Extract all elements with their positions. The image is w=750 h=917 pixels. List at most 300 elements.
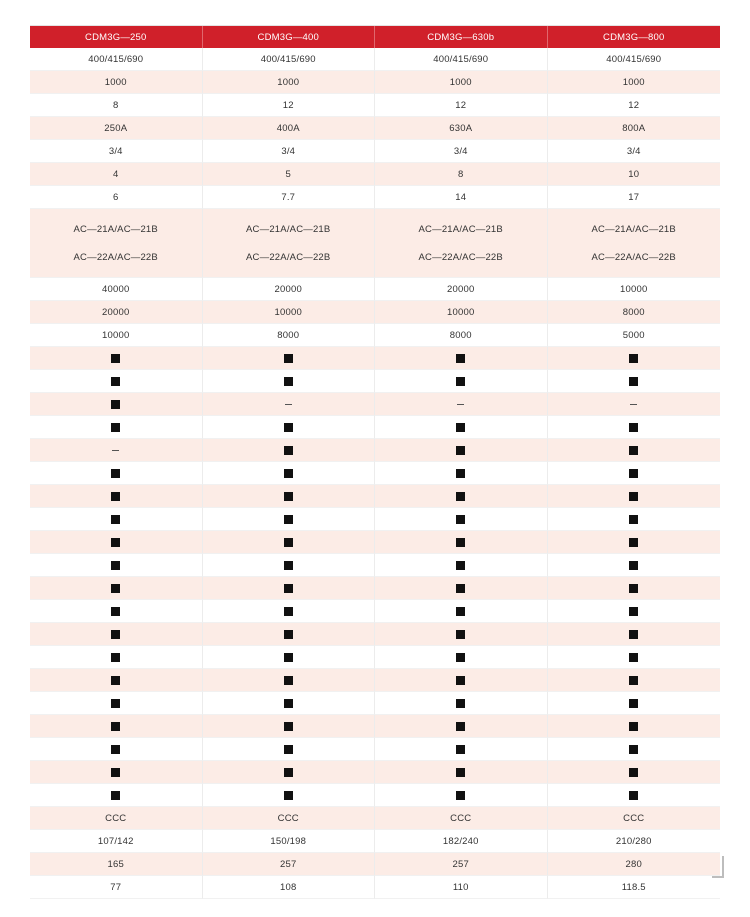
table-cell	[375, 462, 548, 485]
cell-value: 3/4	[453, 145, 468, 157]
cell-value: 77	[110, 881, 122, 893]
cell-value: 257	[452, 858, 469, 870]
table-cell	[548, 830, 721, 853]
cell-value: 12	[455, 99, 467, 111]
cell-value: 10000	[102, 329, 130, 341]
dash-icon	[112, 450, 119, 451]
filled-square-icon	[111, 584, 120, 593]
table-cell	[548, 140, 721, 163]
table-cell	[375, 209, 548, 278]
table-row	[30, 554, 720, 577]
table-row	[30, 370, 720, 393]
table-cell	[375, 324, 548, 347]
filled-square-icon	[284, 768, 293, 777]
cell-value: 3/4	[281, 145, 296, 157]
filled-square-icon	[456, 653, 465, 662]
table-cell	[30, 508, 203, 531]
cell-value: 10	[628, 168, 640, 180]
table-cell	[375, 577, 548, 600]
header-cell-model-400: CDM3G—400	[203, 26, 376, 48]
table-cell	[203, 784, 376, 807]
table-cell	[203, 462, 376, 485]
filled-square-icon	[111, 791, 120, 800]
table-cell	[548, 301, 721, 324]
table-cell	[30, 830, 203, 853]
table-row	[30, 531, 720, 554]
cell-value: 1000	[622, 76, 645, 88]
table-cell	[548, 577, 721, 600]
table-cell	[375, 370, 548, 393]
cell-value: CCC	[623, 812, 645, 824]
cell-value: 280	[625, 858, 642, 870]
table-cell	[203, 140, 376, 163]
table-cell	[375, 554, 548, 577]
table-cell	[548, 370, 721, 393]
cell-value: 210/280	[615, 835, 652, 847]
table-cell	[375, 646, 548, 669]
cell-value: 12	[628, 99, 640, 111]
table-cell	[375, 71, 548, 94]
table-cell	[203, 416, 376, 439]
table-cell	[375, 301, 548, 324]
table-row	[30, 439, 720, 462]
table-cell	[30, 462, 203, 485]
filled-square-icon	[629, 745, 638, 754]
filled-square-icon	[456, 607, 465, 616]
table-cell	[548, 876, 721, 899]
filled-square-icon	[284, 676, 293, 685]
filled-square-icon	[284, 515, 293, 524]
filled-square-icon	[111, 768, 120, 777]
cell-line: AC—22A/AC—22B	[246, 251, 331, 263]
filled-square-icon	[111, 607, 120, 616]
table-cell	[30, 761, 203, 784]
table-cell	[30, 876, 203, 899]
table-cell	[548, 347, 721, 370]
table-cell	[548, 761, 721, 784]
cell-line: AC—22A/AC—22B	[591, 251, 676, 263]
table-row	[30, 623, 720, 646]
filled-square-icon	[629, 653, 638, 662]
table-cell	[30, 531, 203, 554]
cell-value: 107/142	[97, 835, 134, 847]
cell-value: 800A	[622, 122, 646, 134]
filled-square-icon	[629, 515, 638, 524]
table-cell	[203, 853, 376, 876]
filled-square-icon	[284, 423, 293, 432]
table-cell	[375, 393, 548, 416]
filled-square-icon	[456, 354, 465, 363]
table-row	[30, 853, 720, 876]
cell-line: AC—21A/AC—21B	[418, 223, 503, 235]
filled-square-icon	[456, 561, 465, 570]
table-row	[30, 48, 720, 71]
cell-value: 110	[452, 881, 469, 893]
cell-value: 6	[113, 191, 119, 203]
filled-square-icon	[456, 377, 465, 386]
filled-square-icon	[456, 492, 465, 501]
filled-square-icon	[629, 469, 638, 478]
filled-square-icon	[456, 676, 465, 685]
table-row	[30, 117, 720, 140]
table-cell	[548, 163, 721, 186]
filled-square-icon	[629, 768, 638, 777]
table-cell	[375, 163, 548, 186]
cell-line: AC—21A/AC—21B	[246, 223, 331, 235]
filled-square-icon	[629, 722, 638, 731]
table-cell	[548, 186, 721, 209]
table-cell	[203, 807, 376, 830]
cell-line: AC—22A/AC—22B	[73, 251, 158, 263]
table-cell	[375, 830, 548, 853]
table-cell	[548, 623, 721, 646]
table-row	[30, 163, 720, 186]
filled-square-icon	[111, 492, 120, 501]
filled-square-icon	[456, 584, 465, 593]
filled-square-icon	[284, 377, 293, 386]
table-cell	[203, 71, 376, 94]
table-cell	[548, 48, 721, 71]
filled-square-icon	[284, 584, 293, 593]
table-cell	[203, 439, 376, 462]
cell-value: 20000	[274, 283, 302, 295]
filled-square-icon	[456, 446, 465, 455]
cell-value: 12	[282, 99, 294, 111]
table-cell	[203, 692, 376, 715]
table-row	[30, 669, 720, 692]
filled-square-icon	[111, 354, 120, 363]
table-cell	[548, 692, 721, 715]
table-cell	[30, 209, 203, 278]
filled-square-icon	[629, 791, 638, 800]
dash-icon	[285, 404, 292, 405]
table-cell	[30, 646, 203, 669]
table-row	[30, 738, 720, 761]
filled-square-icon	[629, 699, 638, 708]
filled-square-icon	[456, 630, 465, 639]
table-row	[30, 324, 720, 347]
filled-square-icon	[111, 423, 120, 432]
cell-value: 118.5	[621, 881, 646, 893]
table-cell	[30, 807, 203, 830]
filled-square-icon	[111, 630, 120, 639]
table-cell	[548, 71, 721, 94]
table-cell	[30, 853, 203, 876]
table-row	[30, 393, 720, 416]
cell-value: 108	[280, 881, 297, 893]
cell-value: 17	[628, 191, 640, 203]
table-cell	[548, 784, 721, 807]
header-cell-model-800: CDM3G—800	[603, 31, 665, 43]
table-row	[30, 71, 720, 94]
filled-square-icon	[111, 377, 120, 386]
table-cell	[375, 508, 548, 531]
table-cell	[30, 600, 203, 623]
table-cell	[30, 692, 203, 715]
table-cell	[203, 186, 376, 209]
table-cell	[203, 370, 376, 393]
filled-square-icon	[111, 515, 120, 524]
cell-value: 5	[285, 168, 291, 180]
table-cell	[548, 324, 721, 347]
table-cell	[30, 416, 203, 439]
filled-square-icon	[111, 676, 120, 685]
table-cell	[203, 117, 376, 140]
table-cell	[375, 692, 548, 715]
table-cell	[548, 600, 721, 623]
table-row	[30, 186, 720, 209]
cell-value: CCC	[105, 812, 127, 824]
table-cell	[203, 830, 376, 853]
table-cell	[375, 485, 548, 508]
spec-table	[30, 25, 720, 899]
table-row	[30, 94, 720, 117]
filled-square-icon	[284, 722, 293, 731]
cell-value: 630A	[449, 122, 473, 134]
cell-line: AC—22A/AC—22B	[418, 251, 503, 263]
table-cell	[548, 209, 721, 278]
table-cell	[203, 554, 376, 577]
table-cell	[30, 94, 203, 117]
filled-square-icon	[629, 630, 638, 639]
table-cell	[203, 761, 376, 784]
table-cell	[203, 531, 376, 554]
filled-square-icon	[629, 377, 638, 386]
filled-square-icon	[456, 791, 465, 800]
filled-square-icon	[629, 538, 638, 547]
filled-square-icon	[111, 469, 120, 478]
table-cell	[30, 301, 203, 324]
table-cell	[548, 485, 721, 508]
table-cell	[548, 439, 721, 462]
cell-value: 5000	[622, 329, 645, 341]
filled-square-icon	[284, 561, 293, 570]
filled-square-icon	[284, 446, 293, 455]
cell-value: 400/415/690	[606, 53, 662, 65]
cell-value: 1000	[104, 76, 127, 88]
table-cell	[203, 600, 376, 623]
table-row	[30, 715, 720, 738]
filled-square-icon	[111, 400, 120, 409]
filled-square-icon	[629, 584, 638, 593]
table-row	[30, 577, 720, 600]
filled-square-icon	[284, 630, 293, 639]
table-cell	[375, 807, 548, 830]
table-cell	[30, 71, 203, 94]
cell-value: 257	[280, 858, 297, 870]
filled-square-icon	[284, 607, 293, 616]
table-cell	[375, 623, 548, 646]
table-row	[30, 416, 720, 439]
filled-square-icon	[456, 722, 465, 731]
table-cell	[548, 278, 721, 301]
table-cell	[548, 117, 721, 140]
table-cell	[375, 600, 548, 623]
table-row	[30, 784, 720, 807]
cell-value: 14	[455, 191, 467, 203]
filled-square-icon	[629, 676, 638, 685]
table-cell	[203, 876, 376, 899]
table-cell	[548, 416, 721, 439]
table-cell	[548, 508, 721, 531]
table-row	[30, 462, 720, 485]
cell-line: AC—21A/AC—21B	[591, 223, 676, 235]
table-cell	[375, 784, 548, 807]
table-cell	[375, 669, 548, 692]
table-cell	[548, 94, 721, 117]
table-cell	[375, 439, 548, 462]
table-cell	[30, 163, 203, 186]
cell-value: 20000	[102, 306, 130, 318]
cell-value: 7.7	[281, 191, 296, 203]
filled-square-icon	[111, 653, 120, 662]
cell-value: 8	[458, 168, 464, 180]
filled-square-icon	[629, 423, 638, 432]
table-cell	[30, 324, 203, 347]
table-cell	[548, 853, 721, 876]
table-cell	[203, 508, 376, 531]
dash-icon	[457, 404, 464, 405]
table-cell	[30, 715, 203, 738]
filled-square-icon	[111, 538, 120, 547]
table-cell	[548, 531, 721, 554]
table-cell	[30, 485, 203, 508]
table-cell	[203, 94, 376, 117]
cell-value: 10000	[620, 283, 648, 295]
cell-value: 400/415/690	[433, 53, 489, 65]
corner-mark	[712, 856, 724, 878]
filled-square-icon	[629, 607, 638, 616]
filled-square-icon	[111, 722, 120, 731]
table-cell	[375, 761, 548, 784]
cell-value: 4	[113, 168, 119, 180]
cell-value: 400A	[276, 122, 300, 134]
table-cell	[203, 301, 376, 324]
cell-value: 20000	[447, 283, 475, 295]
table-cell	[375, 117, 548, 140]
table-row	[30, 485, 720, 508]
table-cell	[30, 186, 203, 209]
cell-value: 1000	[277, 76, 300, 88]
table-cell	[203, 715, 376, 738]
table-cell	[548, 393, 721, 416]
table-cell	[203, 646, 376, 669]
table-cell	[30, 623, 203, 646]
cell-value: 1000	[449, 76, 472, 88]
table-cell	[30, 347, 203, 370]
cell-value: 3/4	[626, 145, 641, 157]
filled-square-icon	[284, 538, 293, 547]
table-row	[30, 347, 720, 370]
table-cell	[375, 278, 548, 301]
table-cell	[30, 577, 203, 600]
cell-value: 182/240	[442, 835, 479, 847]
table-cell	[375, 715, 548, 738]
table-cell	[375, 853, 548, 876]
cell-value: 400/415/690	[88, 53, 144, 65]
table-cell	[203, 278, 376, 301]
filled-square-icon	[284, 791, 293, 800]
table-cell	[30, 669, 203, 692]
cell-value: 165	[107, 858, 124, 870]
table-row	[30, 876, 720, 899]
table-cell	[30, 738, 203, 761]
cell-value: 400/415/690	[260, 53, 316, 65]
table-cell	[375, 48, 548, 71]
table-body	[30, 48, 720, 899]
table-cell	[375, 140, 548, 163]
table-row	[30, 646, 720, 669]
filled-square-icon	[456, 423, 465, 432]
header-cell-model-630b: CDM3G—630b	[375, 26, 548, 48]
table-cell	[203, 669, 376, 692]
table-cell	[203, 738, 376, 761]
table-cell	[548, 554, 721, 577]
table-header	[30, 26, 720, 48]
cell-value: 8000	[449, 329, 472, 341]
table-cell	[375, 347, 548, 370]
header-cell-model-250: CDM3G—250	[30, 26, 203, 48]
filled-square-icon	[284, 653, 293, 662]
cell-value: 10000	[274, 306, 302, 318]
table-row	[30, 301, 720, 324]
cell-value: 8	[113, 99, 119, 111]
cell-value: CCC	[277, 812, 299, 824]
table-cell	[30, 554, 203, 577]
filled-square-icon	[629, 354, 638, 363]
filled-square-icon	[629, 561, 638, 570]
table-cell	[548, 646, 721, 669]
table-cell	[548, 715, 721, 738]
table-cell	[203, 209, 376, 278]
filled-square-icon	[111, 699, 120, 708]
filled-square-icon	[111, 745, 120, 754]
table-cell	[203, 324, 376, 347]
table-row	[30, 830, 720, 853]
filled-square-icon	[456, 768, 465, 777]
table-row	[30, 278, 720, 301]
table-cell	[30, 439, 203, 462]
table-cell	[548, 462, 721, 485]
table-cell	[30, 117, 203, 140]
table-cell	[203, 393, 376, 416]
cell-line: AC—21A/AC—21B	[73, 223, 158, 235]
table-cell	[30, 278, 203, 301]
cell-value: 3/4	[108, 145, 123, 157]
table-cell	[30, 140, 203, 163]
table-row	[30, 140, 720, 163]
cell-value: 250A	[104, 122, 128, 134]
table-row	[30, 761, 720, 784]
filled-square-icon	[111, 561, 120, 570]
filled-square-icon	[284, 354, 293, 363]
table-row	[30, 692, 720, 715]
table-cell	[203, 623, 376, 646]
table-row	[30, 508, 720, 531]
cell-value: 40000	[102, 283, 130, 295]
cell-value: 8000	[622, 306, 645, 318]
table-cell	[203, 347, 376, 370]
table-cell	[548, 738, 721, 761]
filled-square-icon	[284, 492, 293, 501]
filled-square-icon	[456, 515, 465, 524]
table-cell	[30, 393, 203, 416]
filled-square-icon	[284, 699, 293, 708]
filled-square-icon	[284, 745, 293, 754]
filled-square-icon	[629, 446, 638, 455]
filled-square-icon	[456, 469, 465, 478]
filled-square-icon	[456, 538, 465, 547]
